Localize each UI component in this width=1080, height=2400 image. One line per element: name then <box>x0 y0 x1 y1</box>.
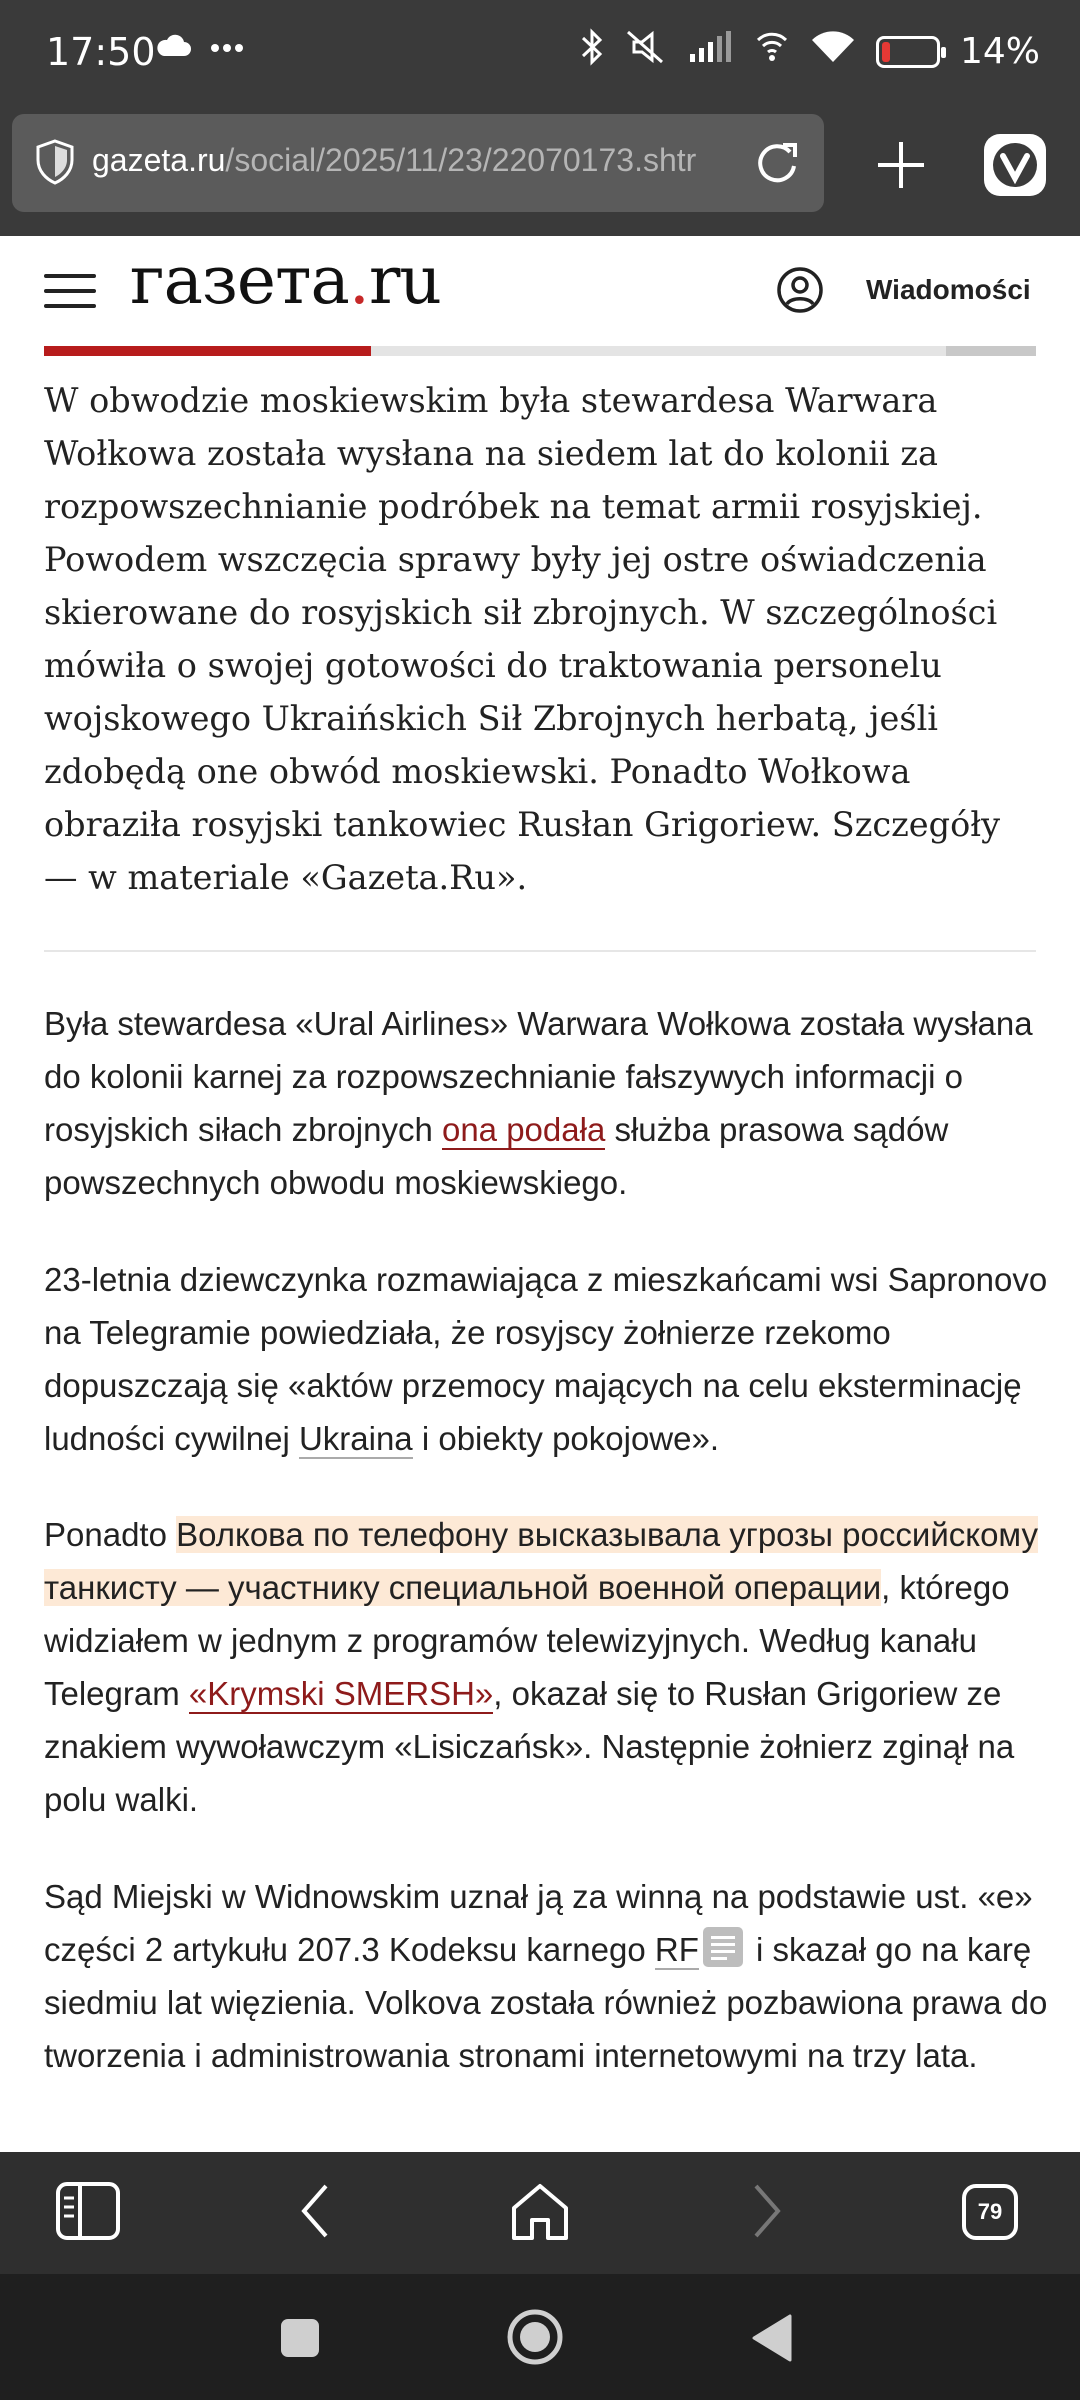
reading-progress-fill <box>44 346 371 356</box>
p4-text-before: Sąd Miejski w Widnowskim uznał ją za winną na podstawie ust. «e» części 2 artykułu 207.3 Kodeksu karnego <box>44 1878 1033 1968</box>
p1-text-before: Była stewardesa «Ural Airlines» Warwara Wołkowa została wysłana do kolonii karnej za rozpowszechnianie fałszywych informacji o rosyjskich siłach zbrojnych <box>44 1005 1033 1148</box>
rf-tag-link[interactable]: RF <box>654 1931 699 1968</box>
home-icon[interactable] <box>508 2180 572 2247</box>
site-header <box>0 236 1080 356</box>
shield-icon[interactable] <box>34 138 76 191</box>
more-dots-icon <box>210 40 244 58</box>
status-left-icons <box>156 34 244 63</box>
new-tab-plus-icon[interactable] <box>874 138 928 197</box>
krymski-smersh-link[interactable]: «Krymski SMERSH» <box>188 1675 494 1712</box>
home-circle-icon[interactable] <box>506 2308 564 2371</box>
battery-level <box>882 42 890 62</box>
logo-tld: ru <box>368 242 441 319</box>
divider <box>44 950 1036 952</box>
signal-icon <box>688 30 734 73</box>
menu-hamburger-icon[interactable] <box>44 274 96 308</box>
article-paragraph-2 <box>44 1253 1054 1465</box>
reload-icon[interactable] <box>750 136 804 195</box>
battery-icon <box>876 36 940 68</box>
back-icon[interactable] <box>296 2180 336 2247</box>
reading-progress-end <box>946 346 1036 356</box>
tabs-icon[interactable]: 79 <box>962 2184 1018 2240</box>
logo-main: газета <box>130 242 349 319</box>
user-account-icon[interactable] <box>776 266 824 319</box>
p3-text-before: Ponadto <box>44 1516 177 1553</box>
hotspot-icon <box>754 30 790 73</box>
article-paragraph-3 <box>44 1508 1054 1826</box>
status-bar <box>0 0 1080 108</box>
vivaldi-menu-icon[interactable] <box>984 134 1046 196</box>
recents-icon[interactable] <box>280 2318 320 2363</box>
p1-text-after: służba prasowa sądów powszechnych obwodu moskiewskiego. <box>44 1111 949 1201</box>
panel-icon[interactable] <box>54 2180 122 2247</box>
p2-text-after: i obiekty pokojowe». <box>412 1420 720 1457</box>
url-path: /social/2025/11/23/22070173.shtr <box>225 142 697 178</box>
url-text[interactable] <box>92 142 740 179</box>
back-triangle-icon[interactable] <box>750 2314 792 2367</box>
status-right <box>580 28 1040 75</box>
p3-text-after: , okazał się to Rusłan Grigoriew ze znakiem wywoławczym «Lisiczańsk». Następnie żołnierz zginął na polu walki. <box>44 1675 1015 1818</box>
status-time: 17:50 <box>46 30 156 74</box>
article-paragraph-4 <box>44 1870 1054 2082</box>
mute-icon <box>624 28 668 75</box>
ukraina-tag-link[interactable]: Ukraina <box>298 1420 413 1457</box>
untranslated-highlight: Волкова по телефону высказывала угрозы российскому танкисту — участнику специальной военной операции <box>44 1516 1038 1606</box>
browser-toolbar <box>0 2152 1080 2274</box>
url-host: gazeta.ru <box>92 142 226 178</box>
system-nav-bar <box>0 2274 1080 2400</box>
source-link[interactable]: ona podała <box>441 1111 606 1148</box>
p2-text-before: 23-letnia dziewczynka rozmawiająca z mieszkańcami wsi Sapronovo na Telegramie powiedziała, że rosyjscy żołnierze rzekomo dopuszczają się «aktów przemocy mających na celu eksterminację ludności cywilnej <box>44 1261 1048 1457</box>
news-nav-link[interactable]: Wiadomości <box>866 274 1031 305</box>
logo-dot: . <box>348 242 369 319</box>
site-logo[interactable] <box>130 242 441 319</box>
p3-text-middle: , którego widziałem w jednym z programów telewizyjnych. Według kanału Telegram <box>44 1569 1010 1712</box>
p4-text-after: i skazał go na karę siedmiu lat więzienia. Volkova została również pozbawiona prawa do tworzenia i administrowania stronami internetowymi na trzy lata. <box>44 1931 1048 2074</box>
battery-percent: 14% <box>959 31 1040 72</box>
browser-bar <box>0 108 1080 236</box>
article-paragraph-1 <box>44 997 1054 1209</box>
reading-progress-bar <box>44 346 1036 356</box>
cloud-icon <box>156 34 192 63</box>
document-icon[interactable] <box>703 1927 743 1967</box>
bluetooth-icon <box>580 28 604 75</box>
wifi-icon <box>810 30 856 73</box>
address-bar[interactable] <box>12 114 824 212</box>
forward-icon[interactable] <box>746 2180 786 2247</box>
article-lead: W obwodzie moskiewskim była stewardesa Warwara Wołkowa została wysłana na siedem lat do kolonii za rozpowszechnianie podróbek na temat armii rosyjskiej. Powodem wszczęcia sprawy były jej ostre oświadczenia skierowane do rosyjskich sił zbrojnych. W szczególności mówiła o swojej gotowości do traktowania personelu wojskowego Ukraińskich Sił Zbrojnych herbatą, jeśli zdobędą one obwód moskiewski. Ponadto Wołkowa obraziła rosyjski tankowiec Rusłan Grigoriew. Szczegóły — w materiale «Gazeta.Ru». <box>44 381 1001 897</box>
